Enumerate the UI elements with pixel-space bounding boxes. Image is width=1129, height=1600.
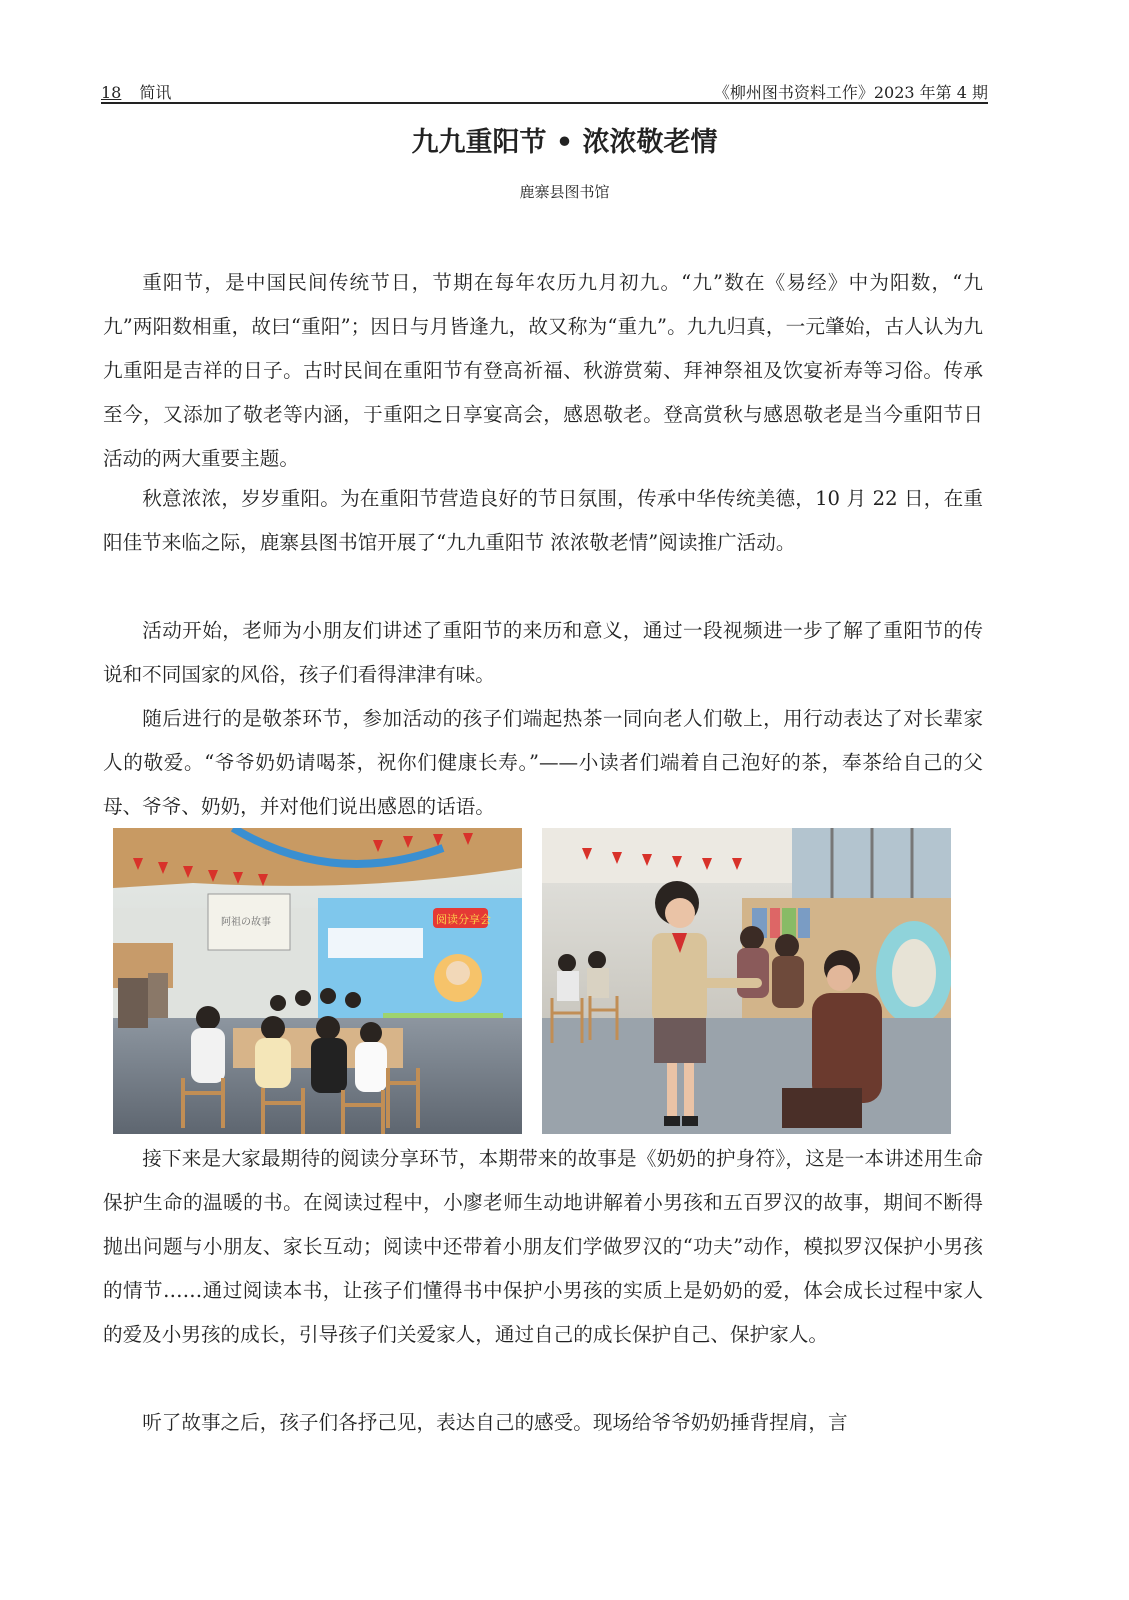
page-header xyxy=(101,78,988,104)
photo-tea-ceremony xyxy=(542,828,951,1134)
screen-text: 阿祖の故事 xyxy=(221,917,271,928)
paragraph: 听了故事之后，孩子们各抒己见，表达自己的感受。现场给爷爷奶奶捶背捏肩，言 xyxy=(142,1411,848,1434)
paragraph: 随后进行的是敬茶环节，参加活动的孩子们端起热茶一同向老人们敬上，用行动表达了对长辈家人的敬爱。“爷爷奶奶请喝茶，祝你们健康长寿。”——小读者们端着自己泡好的茶，奉茶给自己的父母、爷爷、奶奶，并对他们说出感恩的话语。 xyxy=(103,707,983,818)
paragraph: 活动开始，老师为小朋友们讲述了重阳节的来历和意义，通过一段视频进一步了解了重阳节的传说和不同国家的风俗，孩子们看得津津有味。 xyxy=(103,619,983,686)
article-title: 九九重阳节 • 浓浓敬老情 xyxy=(411,127,718,158)
paragraph: 秋意浓浓，岁岁重阳。为在重阳节营造良好的节日氛围，传承中华传统美德，10 月 22 日，在重阳佳节来临之际，鹿寨县图书馆开展了“九九重阳节 浓浓敬老情”阅读推广活动。 xyxy=(103,487,983,554)
photo-reading-session xyxy=(113,828,522,1134)
header-left xyxy=(101,80,171,103)
article-author: 鹿寨县图书馆 xyxy=(519,183,610,201)
journal-info: 《柳州图书资料工作》2023 年第 4 期 xyxy=(713,83,988,102)
paragraph: 接下来是大家最期待的阅读分享环节，本期带来的故事是《奶奶的护身符》，这是一本讲述用生命保护生命的温暖的书。在阅读过程中，小廖老师生动地讲解着小男孩和五百罗汉的故事，期间不断得抛出问题与小朋友、家长互动；阅读中还带着小朋友们学做罗汉的“功夫”动作，模拟罗汉保护小男孩的情节……通过阅读本书，让孩子们懂得书中保护小男孩的实质上是奶奶的爱，体会成长过程中家人的爱及小男孩的成长，引导孩子们关爱家人，通过自己的成长保护自己、保护家人。 xyxy=(103,1147,983,1346)
banner-text: 阅读分享会 xyxy=(436,913,491,926)
header-rule xyxy=(101,102,988,104)
paragraph: 重阳节，是中国民间传统节日，节期在每年农历九月初九。“九”数在《易经》中为阳数，“九九”两阳数相重，故曰“重阳”；因日与月皆逢九，故又称为“重九”。九九归真，一元肇始，古人认为九九重阳是吉祥的日子。古时民间在重阳节有登高祈福、秋游赏菊、拜神祭祖及饮宴祈寿等习俗。传承至今，又添加了敬老等内涵，于重阳之日享宴高会，感恩敬老。登高赏秋与感恩敬老是当今重阳节日活动的两大重要主题。 xyxy=(103,271,983,470)
page-number: 18 xyxy=(101,83,122,102)
section-label: 简讯 xyxy=(139,83,172,102)
